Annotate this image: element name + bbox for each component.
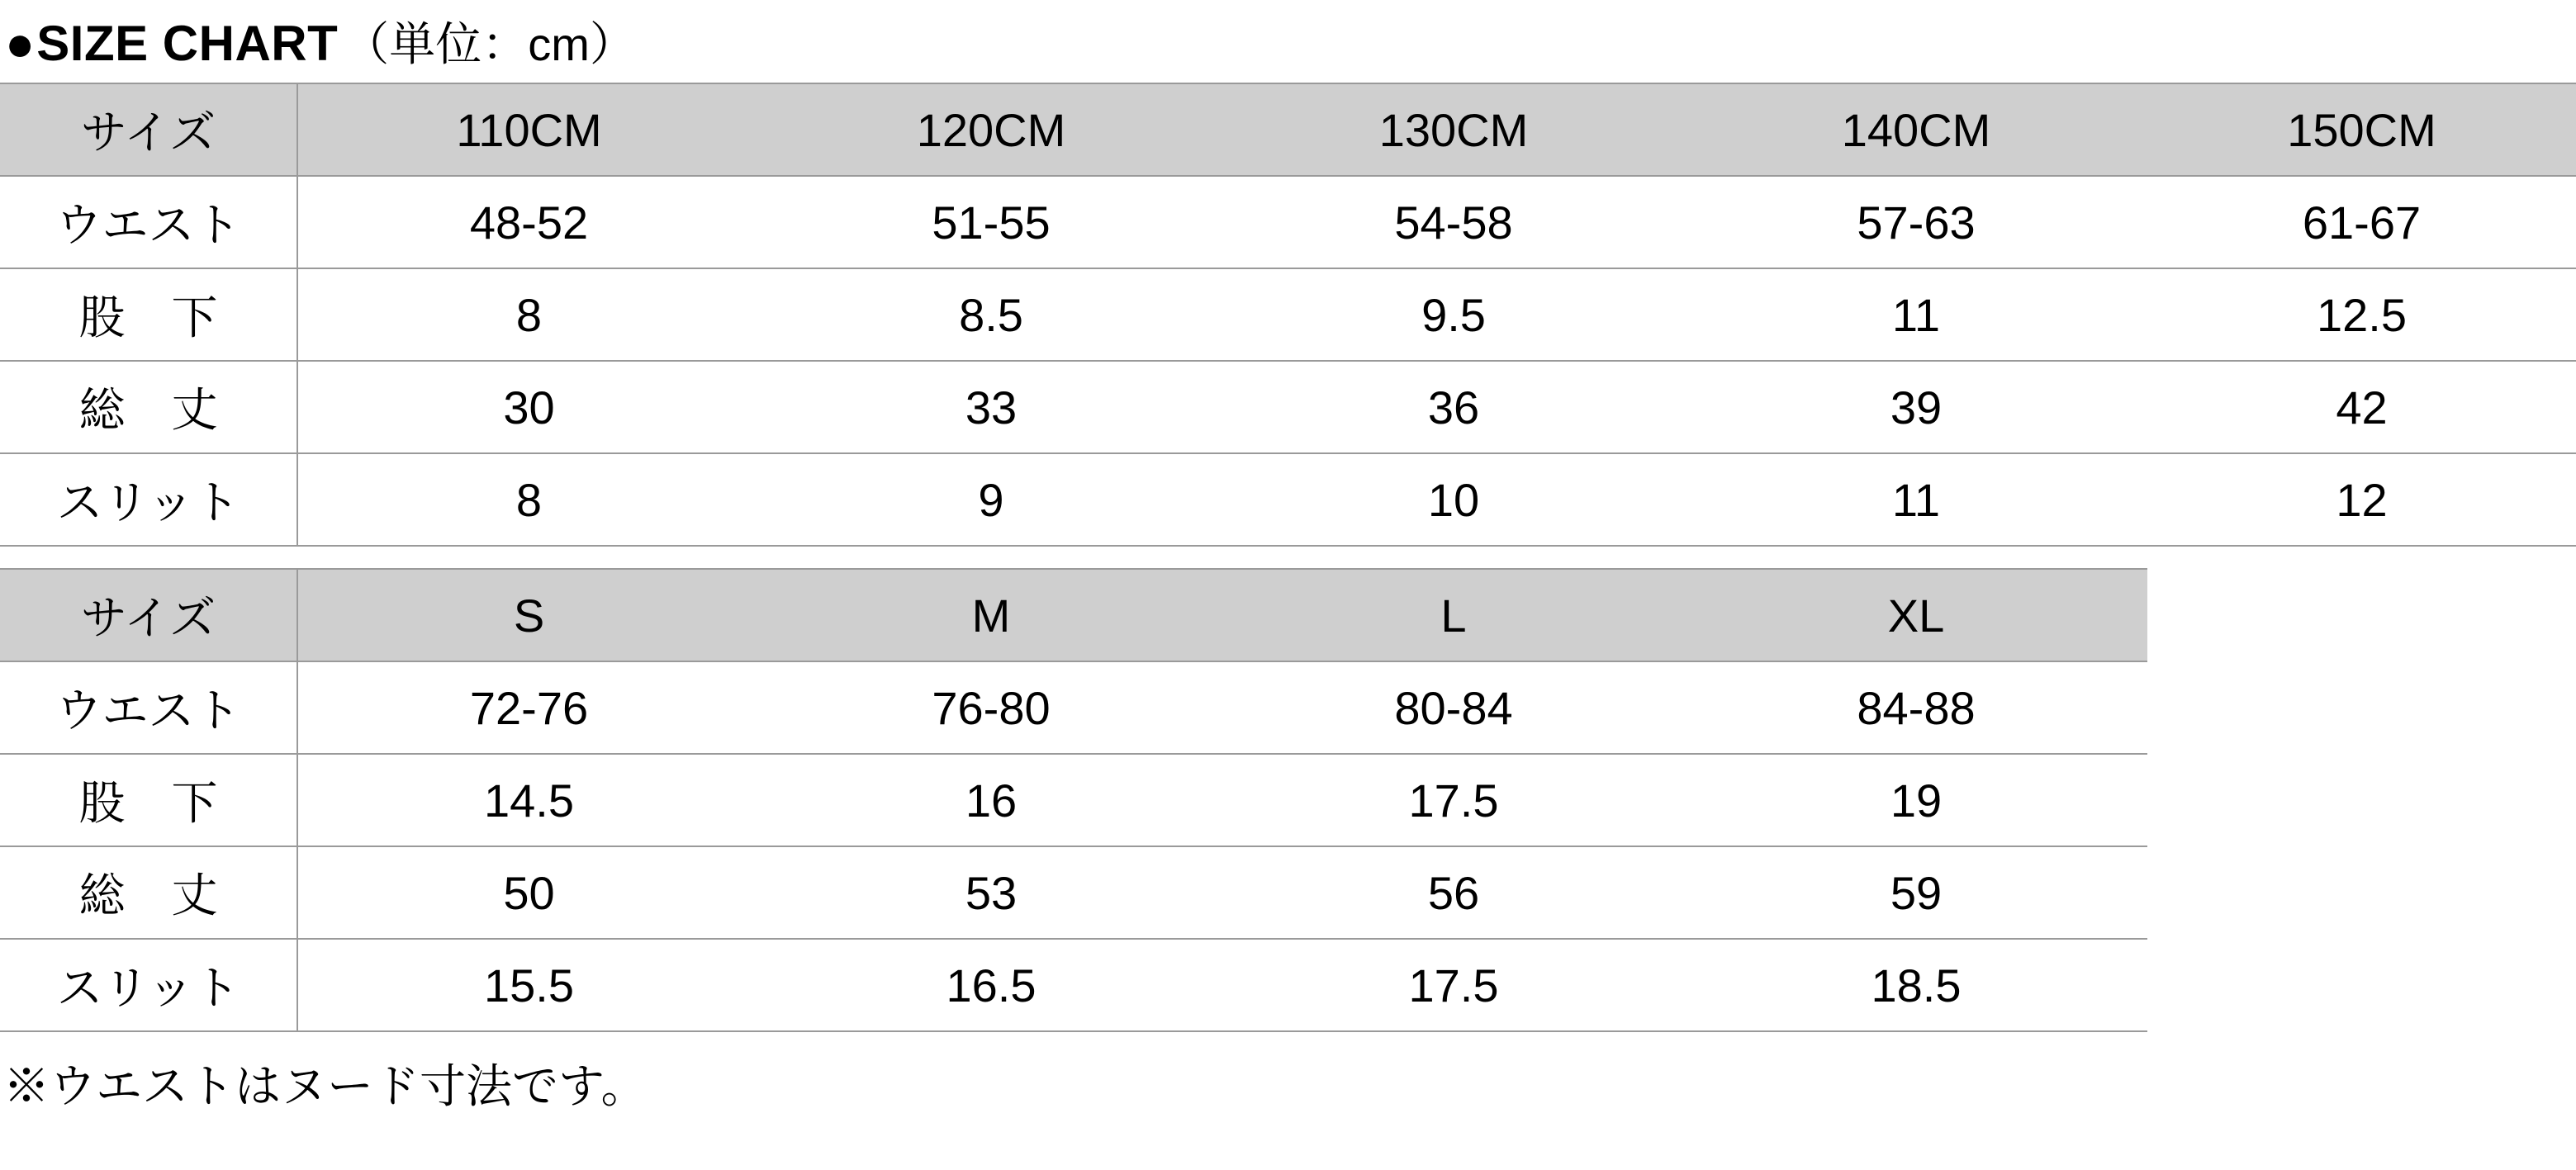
empty-cell [2147,846,2576,939]
header-row-label: サイズ [0,569,297,661]
table-cell: 11 [1685,268,2147,361]
table-cell: 19 [1685,754,2147,846]
table-cell: 11 [1685,453,2147,546]
table-cell: 50 [297,846,760,939]
title-main-text: SIZE CHART [36,16,339,71]
row-label: 総 丈 [0,846,297,939]
table-cell: 15.5 [297,939,760,1031]
table-cell: 8.5 [760,268,1222,361]
table-row [0,846,2576,939]
empty-cell [2147,569,2576,661]
table-cell: 80-84 [1222,661,1685,754]
table-cell: 56 [1222,846,1685,939]
table-cell: 9 [760,453,1222,546]
empty-cell [2147,661,2576,754]
table-cell: 36 [1222,361,1685,453]
table-cell: 57-63 [1685,176,2147,268]
table-cell: 9.5 [1222,268,1685,361]
table-cell: 39 [1685,361,2147,453]
table-cell: 54-58 [1222,176,1685,268]
table-cell: 18.5 [1685,939,2147,1031]
column-header: 130CM [1222,83,1685,176]
table-cell: 42 [2147,361,2576,453]
table-cell: 84-88 [1685,661,2147,754]
table-cell: 48-52 [297,176,760,268]
title-unit-text: （単位：cm） [343,18,636,70]
row-label: スリット [0,453,297,546]
row-label: 股 下 [0,754,297,846]
row-label: 総 丈 [0,361,297,453]
column-header: S [297,569,760,661]
table-cell: 14.5 [297,754,760,846]
table-row [0,939,2576,1031]
footnote-text: ※ウエストはヌード寸法です。 [3,1060,648,1112]
adult-size-table [0,568,2576,1032]
column-header: 110CM [297,83,760,176]
empty-cell [2147,939,2576,1031]
table-row [0,661,2576,754]
table-cell: 16 [760,754,1222,846]
table-cell: 8 [297,268,760,361]
column-header: 140CM [1685,83,2147,176]
table-cell: 53 [760,846,1222,939]
table-cell: 8 [297,453,760,546]
table-cell: 16.5 [760,939,1222,1031]
row-label: 股 下 [0,268,297,361]
bullet-icon: ● [5,16,36,71]
table-cell: 33 [760,361,1222,453]
column-header: M [760,569,1222,661]
row-label: スリット [0,939,297,1031]
kids-size-table [0,83,2576,547]
table-header-row [0,569,2576,661]
adult-table-body [0,569,2576,1031]
row-label: ウエスト [0,176,297,268]
table-row [0,268,2576,361]
table-row [0,176,2576,268]
column-header: L [1222,569,1685,661]
row-label: ウエスト [0,661,297,754]
table-cell: 12 [2147,453,2576,546]
table-cell: 76-80 [760,661,1222,754]
table-cell: 17.5 [1222,939,1685,1031]
table-header-row [0,83,2576,176]
table-cell: 30 [297,361,760,453]
table-row [0,361,2576,453]
table-row [0,453,2576,546]
table-cell: 10 [1222,453,1685,546]
column-header: 150CM [2147,83,2576,176]
table-cell: 51-55 [760,176,1222,268]
table-cell: 61-67 [2147,176,2576,268]
table-cell: 72-76 [297,661,760,754]
table-cell: 59 [1685,846,2147,939]
page-title [0,0,2576,71]
table-cell: 17.5 [1222,754,1685,846]
empty-cell [2147,754,2576,846]
table-row [0,754,2576,846]
table-cell: 12.5 [2147,268,2576,361]
column-header: 120CM [760,83,1222,176]
column-header: XL [1685,569,2147,661]
kids-table-body [0,83,2576,546]
header-row-label: サイズ [0,83,297,176]
